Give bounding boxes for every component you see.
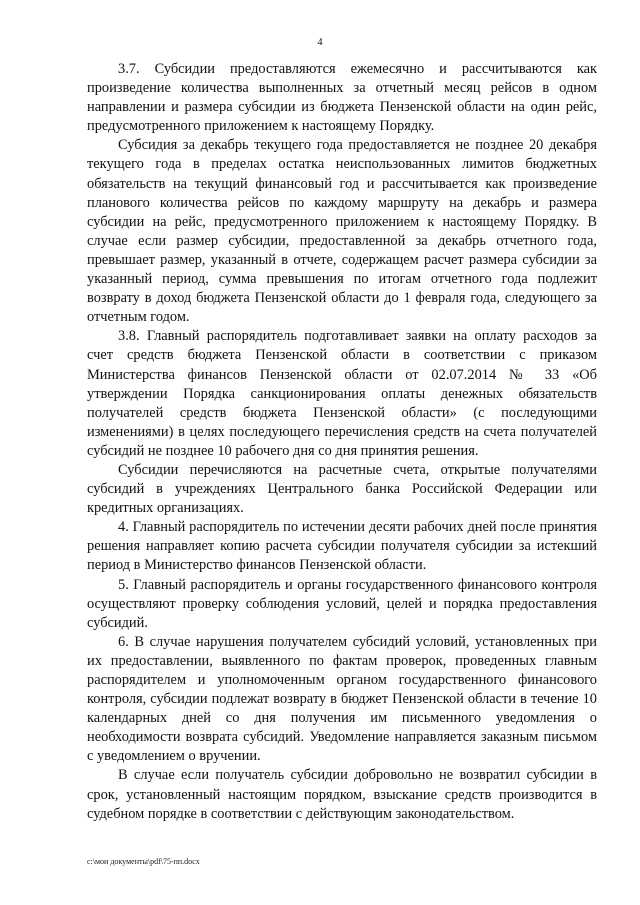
- document-body: [87, 60, 597, 824]
- paragraph-5: 5. Главный распорядитель и органы государственного финансового контроля осуществляют проверку соблюдения условий, целей и порядка предоставления субсидий.: [87, 576, 597, 631]
- paragraph-3-7: 3.7. Субсидии предоставляются ежемесячно и рассчитываются как произведение количества выполненных за отчетный месяц рейсов в одном направлении и размера субсидии из бюджета Пензенской области на один рейс, предусмотренного приложением к настоящему Порядку.: [87, 61, 597, 135]
- footer-file-path: c:\мои документы\pdf\75-пп.docx: [87, 857, 200, 866]
- paragraph-voluntary-return: В случае если получатель субсидии добровольно не возвратил субсидии в срок, установленный настоящим порядком, взыскание средств производится в судебном порядке в соответствии с действующим законодательством.: [87, 767, 597, 822]
- paragraph-subsidy-transfer: Субсидии перечисляются на расчетные счета, открытые получателями субсидий в учреждениях Центрального банка Российской Федерации или кредитных организациях.: [87, 461, 597, 517]
- paragraph-4: 4. Главный распорядитель по истечении десяти рабочих дней после принятия решения направляет копию расчета субсидии получателя субсидии за истекший период в Министерство финансов Пензенской области.: [87, 519, 597, 574]
- paragraph-december-subsidy: Субсидия за декабрь текущего года предоставляется не позднее 20 декабря текущего года в пределах остатка неиспользованных лимитов бюджетных обязательств на текущий финансовый год и рассчитывается как произведение планового количества рейсов по каждому маршруту на декабрь и размера субсидии на рейс, предусмотренного приложением к настоящему Порядку. В случае если размер субсидии, предоставленной за декабрь отчетного года, превышает размер, указанный в отчете, содержащем расчет размера субсидии за указанный период, сумма превышения по итогам отчетного года подлежит возврату в доход бюджета Пензенской области до 1 февраля года, следующего за отчетным годом.: [87, 137, 597, 326]
- paragraph-3-8: 3.8. Главный распорядитель подготавливает заявки на оплату расходов за счет средств бюджета Пензенской области в соответствии с приказом Министерства финансов Пензенской области от 02.07.2014 № 33 «Об утверждении Порядка санкционирования оплаты денежных обязательств получателей средств бюджета Пензенской области» (с последующими изменениями) в целях последующего перечисления средств на счета получателей субсидий не позднее 10 рабочего дня со дня принятия решения.: [87, 328, 597, 459]
- paragraph-6: 6. В случае нарушения получателем субсидий условий, установленных при их предоставлении, выявленного по фактам проверок, проведенных главным распорядителем и уполномоченным органом государственного финансового контроля, субсидии подлежат возврату в бюджет Пензенской области в течение 10 календарных дней со дня получения им письменного уведомления о необходимости возврата субсидий. Уведомление направляется заказным письмом с уведомлением о вручении.: [87, 633, 597, 765]
- page-number: 4: [317, 37, 323, 48]
